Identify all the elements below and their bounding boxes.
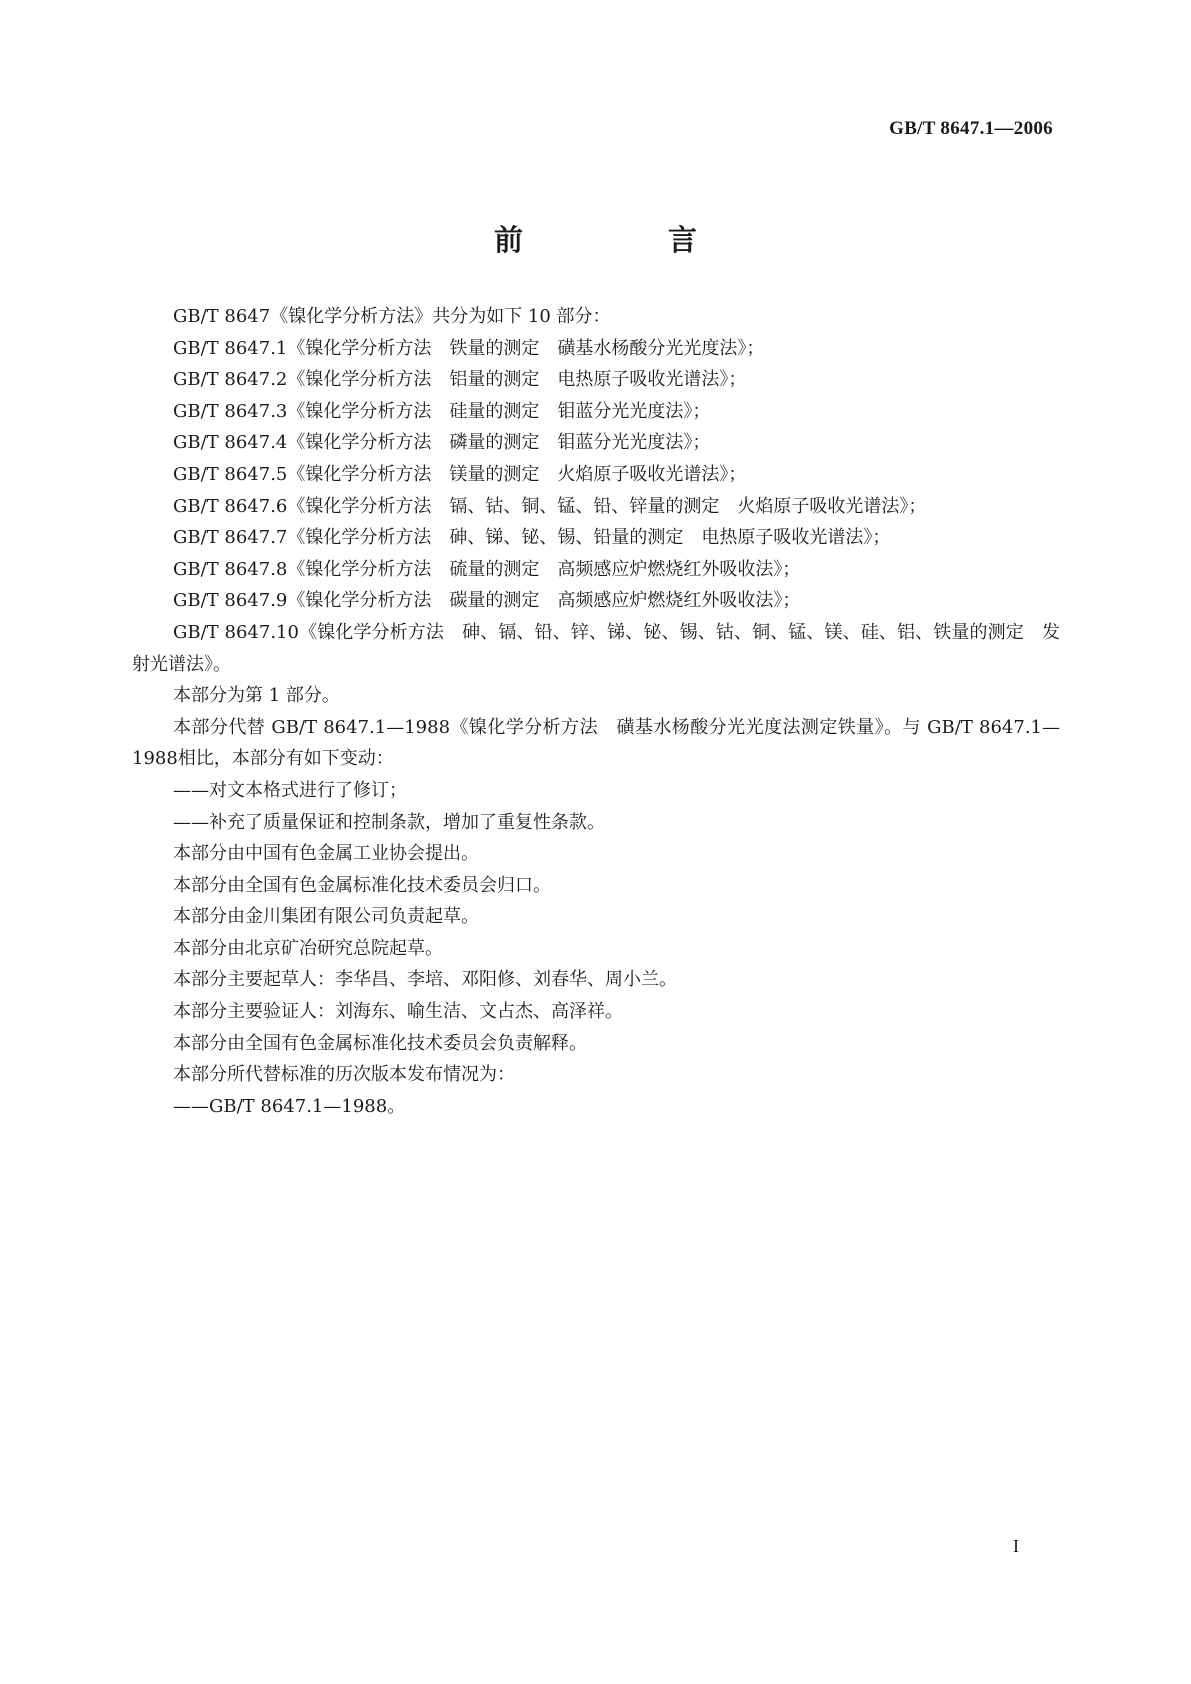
- paragraph-part-6: GB/T 8647.6《镍化学分析方法 镉、钴、铜、锰、铅、锌量的测定 火焰原子吸收光谱法》；: [173, 495, 927, 517]
- paragraph-part-10: GB/T 8647.10《镍化学分析方法 砷、镉、铅、锌、锑、铋、锡、钴、铜、锰、镁、硅、铝、铁量的测定 发射光谱法》。: [132, 621, 1060, 675]
- paragraph-main-drafters: 本部分主要起草人：李华昌、李培、邓阳修、刘春华、周小兰。: [173, 969, 677, 991]
- paragraph-change-1: ——对文本格式进行了修订；: [173, 779, 407, 801]
- standard-code: GB/T 8647.1—2006: [889, 118, 1053, 139]
- page-title: 前 言: [493, 223, 755, 257]
- page-number: I: [1013, 1536, 1019, 1556]
- paragraph-part-9: GB/T 8647.9《镍化学分析方法 碳量的测定 高频感应炉燃烧红外吸收法》；: [173, 590, 801, 612]
- foreword-body: [132, 301, 1060, 1122]
- paragraph-part-7: GB/T 8647.7《镍化学分析方法 砷、锑、铋、锡、铅量的测定 电热原子吸收光谱法》；: [173, 527, 891, 549]
- paragraph-main-verifiers: 本部分主要验证人：刘海东、喻生洁、文占杰、高泽祥。: [173, 1001, 623, 1023]
- paragraph-part-2: GB/T 8647.2《镍化学分析方法 铝量的测定 电热原子吸收光谱法》；: [173, 369, 747, 391]
- paragraph-drafted-by-bgrimm: 本部分由北京矿冶研究总院起草。: [173, 937, 443, 959]
- paragraph-proposed-by: 本部分由中国有色金属工业协会提出。: [173, 843, 479, 865]
- paragraph-part-1: GB/T 8647.1《镍化学分析方法 铁量的测定 磺基水杨酸分光光度法》；: [173, 337, 765, 359]
- paragraph-managed-by: 本部分由全国有色金属标准化技术委员会归口。: [173, 874, 551, 896]
- paragraph-interpreted-by: 本部分由全国有色金属标准化技术委员会负责解释。: [173, 1032, 587, 1054]
- paragraph-part-3: GB/T 8647.3《镍化学分析方法 硅量的测定 钼蓝分光光度法》；: [173, 400, 711, 422]
- paragraph-overview: GB/T 8647《镍化学分析方法》共分为如下 10 部分：: [173, 306, 611, 327]
- paragraph-drafted-by-jinchuan: 本部分由金川集团有限公司负责起草。: [173, 906, 479, 928]
- paragraph-part-5: GB/T 8647.5《镍化学分析方法 镁量的测定 火焰原子吸收光谱法》；: [173, 463, 747, 485]
- paragraph-part-8: GB/T 8647.8《镍化学分析方法 硫量的测定 高频感应炉燃烧红外吸收法》；: [173, 558, 801, 580]
- paragraph-previous-edition-1988: ——GB/T 8647.1—1988。: [173, 1095, 406, 1117]
- paragraph-previous-editions: 本部分所代替标准的历次版本发布情况为：: [173, 1064, 515, 1086]
- paragraph-change-2: ——补充了质量保证和控制条款，增加了重复性条款。: [173, 811, 605, 833]
- paragraph-replaces: 本部分代替 GB/T 8647.1—1988《镍化学分析方法 磺基水杨酸分光光度法测定铁量》。与 GB/T 8647.1—1988相比，本部分有如下变动：: [132, 716, 1060, 770]
- paragraph-part-4: GB/T 8647.4《镍化学分析方法 磷量的测定 钼蓝分光光度法》；: [173, 432, 711, 454]
- paragraph-this-part: 本部分为第 1 部分。: [173, 685, 340, 707]
